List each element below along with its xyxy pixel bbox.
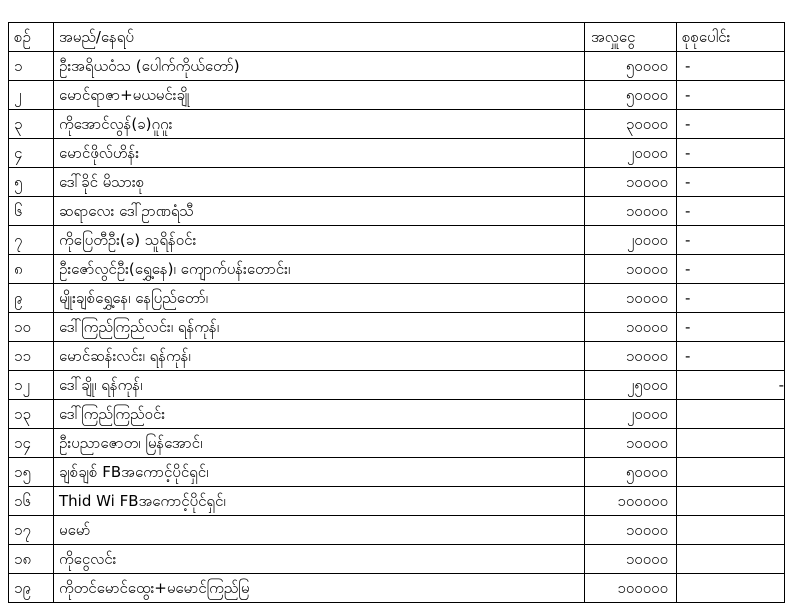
cell-serial-no: ၁၆ (9, 487, 54, 516)
cell-donation-amount: ၁၀၀၀၀ (585, 313, 677, 342)
cell-name-address: မောင်ဖိုလ်ဟိန်း (54, 139, 585, 168)
cell-name-address: ကိုတင်မောင်ထွေး+မမောင်ကြည်မြ (54, 574, 585, 603)
cell-total (677, 487, 785, 516)
cell-donation-amount: ၅၀၀၀၀ (585, 458, 677, 487)
table-row (9, 255, 785, 284)
cell-serial-no: ၄ (9, 139, 54, 168)
cell-name-address: ဒေါ်ကြည်ကြည်လင်း၊ ရန်ကုန်၊ (54, 313, 585, 342)
cell-serial-no: ၉ (9, 284, 54, 313)
cell-total: - (677, 197, 785, 226)
cell-name-address: မောင်ဆန်းလင်း၊ ရန်ကုန်၊ (54, 342, 585, 371)
cell-total (677, 400, 785, 429)
cell-donation-amount: ၁၀၀၀၀၀ (585, 574, 677, 603)
table-row (9, 429, 785, 458)
header-name-address: အမည်/နေရပ် (54, 23, 585, 52)
table-body (9, 52, 785, 603)
cell-total: - (677, 110, 785, 139)
cell-name-address: ဦးအရိယဝံသ (ပေါက်ကိုယ်တော်) (54, 52, 585, 81)
cell-donation-amount: ၅၀၀၀၀ (585, 52, 677, 81)
table-row (9, 487, 785, 516)
cell-total (677, 516, 785, 545)
cell-name-address: ချစ်ချစ် FBအကောင့်ပိုင်ရှင်၊ (54, 458, 585, 487)
donation-table (8, 22, 785, 603)
cell-name-address: မောင်ရာဇာ+မယမင်းချို (54, 81, 585, 110)
cell-donation-amount: ၁၀၀၀၀ (585, 284, 677, 313)
table-row (9, 52, 785, 81)
table-row (9, 371, 785, 400)
cell-serial-no: ၁၃ (9, 400, 54, 429)
cell-serial-no: ၁၁ (9, 342, 54, 371)
cell-donation-amount: ၁၀၀၀၀ (585, 545, 677, 574)
cell-total (677, 545, 785, 574)
cell-donation-amount: ၁၀၀၀၀ (585, 255, 677, 284)
cell-serial-no: ၁၀ (9, 313, 54, 342)
cell-donation-amount: ၁၀၀၀၀ (585, 168, 677, 197)
cell-serial-no: ၁၅ (9, 458, 54, 487)
table-row (9, 284, 785, 313)
cell-name-address: ဦးပညာဇောတ၊ မြန်အောင်၊ (54, 429, 585, 458)
cell-name-address: ဒေါ်ခိုင် မိသားစု (54, 168, 585, 197)
cell-serial-no: ၁၄ (9, 429, 54, 458)
cell-name-address: မျိုးချစ်ရွှေ့နေ၊ နေပြည်တော်၊ (54, 284, 585, 313)
header-row (9, 23, 785, 52)
cell-donation-amount: ၂၀၀၀၀ (585, 400, 677, 429)
cell-name-address: Thid Wi FBအကောင့်ပိုင်ရှင်၊ (54, 487, 585, 516)
cell-total: - (677, 52, 785, 81)
cell-total: - (677, 168, 785, 197)
cell-serial-no: ၁၂ (9, 371, 54, 400)
table-row (9, 400, 785, 429)
cell-donation-amount: ၃၀၀၀၀ (585, 110, 677, 139)
cell-serial-no: ၁၇ (9, 516, 54, 545)
cell-name-address: ကိုငွေလင်း (54, 545, 585, 574)
table-row (9, 313, 785, 342)
cell-name-address: ဒေါ်ချို၊ ရန်ကုန်၊ (54, 371, 585, 400)
cell-donation-amount: ၂၀၀၀၀ (585, 226, 677, 255)
cell-donation-amount: ၁၀၀၀၀ (585, 197, 677, 226)
cell-total: - (677, 226, 785, 255)
cell-serial-no: ၃ (9, 110, 54, 139)
cell-total: - (677, 139, 785, 168)
cell-total: - (677, 284, 785, 313)
cell-name-address: မမော် (54, 516, 585, 545)
table-row (9, 110, 785, 139)
cell-name-address: ကိုပြေတီဦး(ခ) သူရိန်ဝင်း (54, 226, 585, 255)
cell-donation-amount: ၁၀၀၀၀ (585, 342, 677, 371)
cell-donation-amount: ၁၀၀၀၀၀ (585, 487, 677, 516)
cell-serial-no: ၅ (9, 168, 54, 197)
cell-total: - (677, 371, 785, 400)
table-row (9, 168, 785, 197)
table-row (9, 226, 785, 255)
cell-donation-amount: ၂၀၀၀၀ (585, 139, 677, 168)
cell-serial-no: ၁၈ (9, 545, 54, 574)
cell-name-address: ဦးဇော်လွင်ဦး(ရွှေ့နေ)၊ ကျောက်ပန်းတောင်း၊ (54, 255, 585, 284)
table-row (9, 458, 785, 487)
cell-total (677, 574, 785, 603)
table-row (9, 574, 785, 603)
cell-name-address: ဒေါ်ကြည်ကြည်ဝင်း (54, 400, 585, 429)
cell-serial-no: ၈ (9, 255, 54, 284)
header-total: စုစုပေါင်း (677, 23, 785, 52)
cell-serial-no: ၁၉ (9, 574, 54, 603)
cell-name-address: ဆရာလေး ဒေါ်ဥာဏရံသီ (54, 197, 585, 226)
cell-donation-amount: ၁၀၀၀၀ (585, 516, 677, 545)
table-row (9, 81, 785, 110)
cell-total (677, 429, 785, 458)
header-donation-amount: အလှူငွေ (585, 23, 677, 52)
cell-total: - (677, 255, 785, 284)
cell-donation-amount: ၁၀၀၀၀ (585, 429, 677, 458)
cell-total (677, 458, 785, 487)
cell-serial-no: ၆ (9, 197, 54, 226)
cell-total: - (677, 313, 785, 342)
cell-serial-no: ၂ (9, 81, 54, 110)
table-row (9, 516, 785, 545)
cell-name-address: ကိုအောင်လွန်(ခ)ဂူဂူး (54, 110, 585, 139)
header-serial-no: စဉ် (9, 23, 54, 52)
table-row (9, 342, 785, 371)
cell-serial-no: ၇ (9, 226, 54, 255)
cell-total: - (677, 342, 785, 371)
table-row (9, 197, 785, 226)
cell-serial-no: ၁ (9, 52, 54, 81)
cell-donation-amount: ၂၅၀၀၀ (585, 371, 677, 400)
cell-total: - (677, 81, 785, 110)
cell-donation-amount: ၅၀၀၀၀ (585, 81, 677, 110)
table-row (9, 139, 785, 168)
table-row (9, 545, 785, 574)
